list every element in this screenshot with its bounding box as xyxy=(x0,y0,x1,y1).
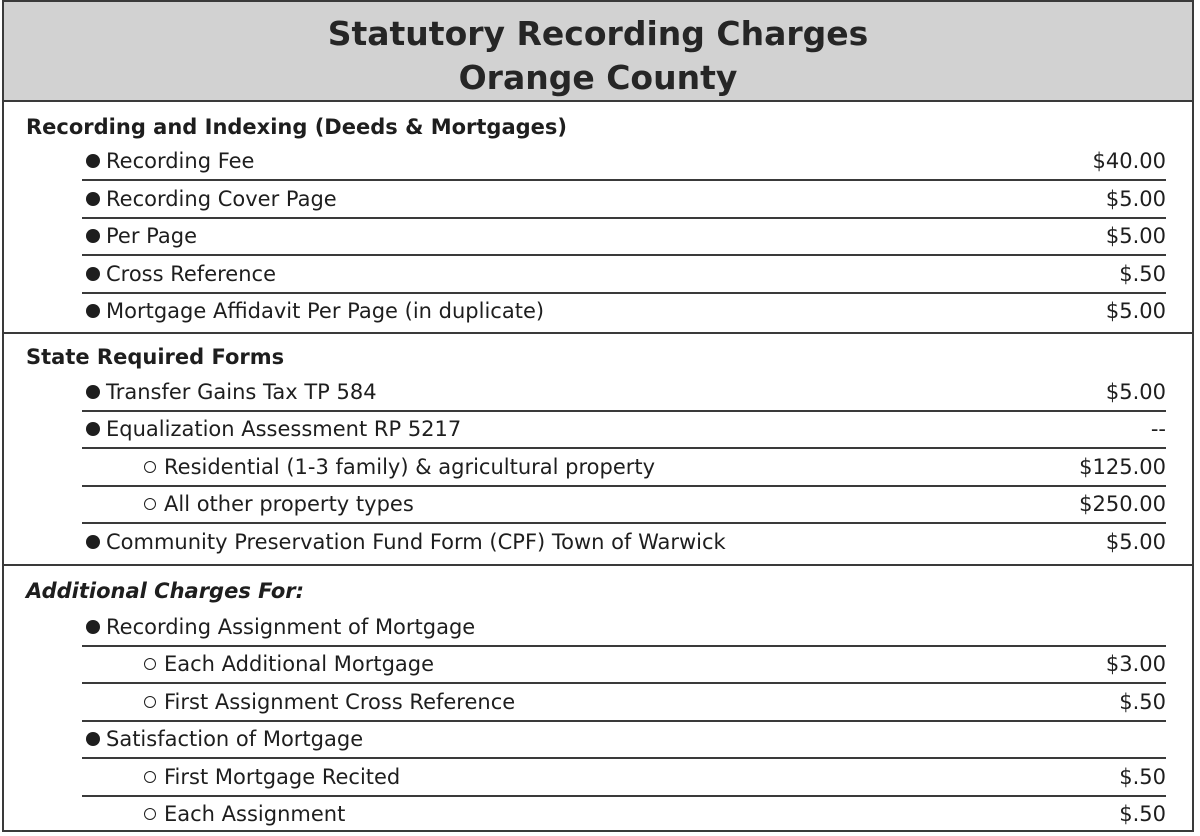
section-state-forms xyxy=(4,334,1192,566)
circle-bullet-icon xyxy=(144,808,156,820)
bullet-icon xyxy=(86,192,100,206)
item-label: Each Additional Mortgage xyxy=(164,652,435,676)
item-label: Mortgage Affidavit Per Page (in duplicate) xyxy=(106,299,545,323)
item-label: Per Page xyxy=(106,224,197,248)
bullet-icon xyxy=(86,229,100,243)
item-label: Residential (1-3 family) & agricultural property xyxy=(164,455,656,479)
circle-bullet-icon xyxy=(144,461,156,473)
list-item xyxy=(82,486,1166,524)
item-price: $125.00 xyxy=(1079,455,1166,479)
bullet-icon xyxy=(86,385,100,399)
circle-bullet-icon xyxy=(144,498,156,510)
bullet-icon xyxy=(86,154,100,168)
item-label: Cross Reference xyxy=(106,262,276,286)
list-item xyxy=(82,256,1166,294)
bullet-icon xyxy=(86,304,100,318)
item-label: Recording Cover Page xyxy=(106,187,337,211)
item-label: Each Assignment xyxy=(164,802,346,826)
circle-bullet-icon xyxy=(144,658,156,670)
list-item xyxy=(82,684,1166,722)
item-price: $.50 xyxy=(1119,765,1166,789)
item-price: $5.00 xyxy=(1105,224,1166,248)
list-item xyxy=(82,449,1166,487)
bullet-icon xyxy=(86,732,100,746)
section-title: State Required Forms xyxy=(26,345,285,369)
page-subtitle: Orange County xyxy=(458,58,738,97)
item-price: $40.00 xyxy=(1092,149,1166,173)
fee-table xyxy=(2,0,1194,832)
item-price: $5.00 xyxy=(1105,530,1166,554)
item-label: First Assignment Cross Reference xyxy=(164,690,516,714)
page-title: Statutory Recording Charges xyxy=(327,14,869,53)
item-price: $5.00 xyxy=(1105,187,1166,211)
item-label: All other property types xyxy=(164,492,414,516)
list-item xyxy=(82,218,1166,256)
list-item xyxy=(82,181,1166,219)
list-item xyxy=(82,609,1166,647)
item-price: $.50 xyxy=(1119,802,1166,826)
item-price: $.50 xyxy=(1119,690,1166,714)
list-item xyxy=(82,796,1166,832)
list-item xyxy=(82,293,1166,329)
list-item xyxy=(82,759,1166,797)
item-label: Recording Fee xyxy=(106,149,255,173)
bullet-icon xyxy=(86,422,100,436)
item-label: Transfer Gains Tax TP 584 xyxy=(106,380,377,404)
bullet-icon xyxy=(86,267,100,281)
item-price: -- xyxy=(1150,417,1166,441)
item-price: $5.00 xyxy=(1105,380,1166,404)
item-label: First Mortgage Recited xyxy=(164,765,401,789)
circle-bullet-icon xyxy=(144,771,156,783)
section-additional-charges xyxy=(4,566,1192,832)
table-header xyxy=(4,2,1192,102)
list-item xyxy=(82,646,1166,684)
list-item xyxy=(82,411,1166,449)
item-label: Community Preservation Fund Form (CPF) Town of Warwick xyxy=(106,530,726,554)
list-item xyxy=(82,721,1166,759)
section-title: Recording and Indexing (Deeds & Mortgages) xyxy=(26,115,567,139)
item-price: $.50 xyxy=(1119,262,1166,286)
item-price: $5.00 xyxy=(1105,299,1166,323)
item-label: Recording Assignment of Mortgage xyxy=(106,615,476,639)
section-title: Additional Charges For: xyxy=(26,579,305,603)
bullet-icon xyxy=(86,535,100,549)
section-recording-indexing xyxy=(4,102,1192,334)
item-label: Equalization Assessment RP 5217 xyxy=(106,417,462,441)
item-label: Satisfaction of Mortgage xyxy=(106,727,364,751)
item-price: $3.00 xyxy=(1105,652,1166,676)
circle-bullet-icon xyxy=(144,696,156,708)
list-item xyxy=(82,524,1166,560)
list-item xyxy=(82,143,1166,181)
item-price: $250.00 xyxy=(1079,492,1166,516)
bullet-icon xyxy=(86,620,100,634)
list-item xyxy=(82,374,1166,412)
